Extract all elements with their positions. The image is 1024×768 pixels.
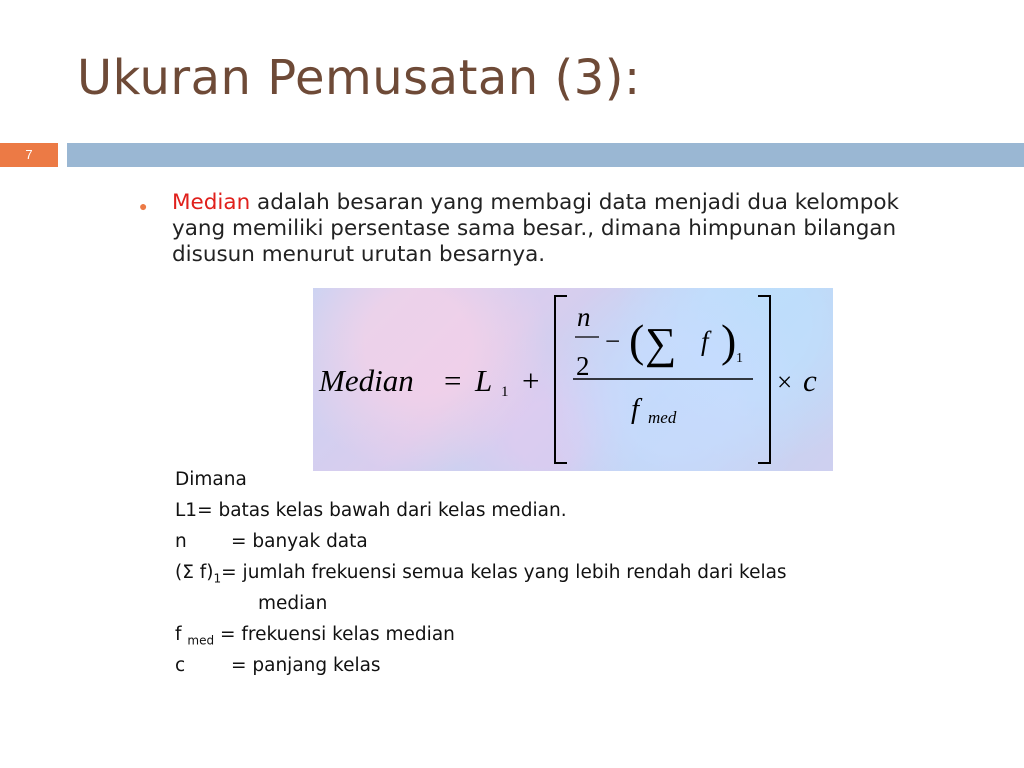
definition-n-text: = banyak data xyxy=(231,531,368,552)
formula-minus: − xyxy=(605,326,621,356)
median-formula xyxy=(313,288,833,471)
formula-fmed-sub: med xyxy=(648,408,677,427)
definition-c-label: c xyxy=(175,655,186,676)
definition-fmed-text: = frekuensi kelas median xyxy=(214,624,455,645)
bullet-dot-icon: ● xyxy=(139,198,148,214)
median-formula-box xyxy=(313,288,833,471)
median-definition: adalah besaran yang membagi data menjadi dua kelompok yang memiliki persentase sama besar., dimana himpunan bilangan disusun menurut urutan besarnya. xyxy=(172,190,899,267)
formula-paren-sub: 1 xyxy=(736,351,743,366)
formula-plus: + xyxy=(522,363,540,398)
slide-number-badge: 7 xyxy=(0,143,58,167)
slide-title: Ukuran Pemusatan (3): xyxy=(77,50,641,106)
formula-times: × xyxy=(777,367,793,397)
definition-c xyxy=(175,650,787,681)
definition-n xyxy=(175,526,787,557)
definition-fmed-sub: med xyxy=(187,633,215,648)
definition-sumf-text: = jumlah frekuensi semua kelas yang lebih rendah dari kelas xyxy=(221,562,787,583)
formula-c: c xyxy=(803,363,817,398)
bullet-paragraph xyxy=(172,190,932,268)
median-term: Median xyxy=(172,190,251,215)
definition-sumf-sub: 1 xyxy=(213,571,222,586)
formula-sigma: ∑ xyxy=(645,319,677,368)
formula-L-sub: 1 xyxy=(501,384,509,400)
formula-two: 2 xyxy=(576,351,590,381)
formula-L: L xyxy=(475,363,493,398)
definition-c-text: = panjang kelas xyxy=(231,655,381,676)
left-bracket xyxy=(555,296,567,463)
definition-fmed-label: f xyxy=(175,624,188,645)
formula-f: f xyxy=(701,326,709,356)
definition-l1: L1= batas kelas bawah dari kelas median. xyxy=(175,500,567,521)
formula-median-text: Median xyxy=(319,363,414,398)
definition-sumf-continued: median xyxy=(258,593,328,614)
formula-lparen: ( xyxy=(629,315,645,366)
title-divider-bar xyxy=(67,143,1024,167)
definition-n-label: n xyxy=(175,531,187,552)
formula-fmed-f: f xyxy=(631,393,640,425)
formula-rparen: ) xyxy=(721,315,737,366)
definition-fmed xyxy=(175,619,787,650)
formula-equals: = xyxy=(444,363,462,398)
formula-n: n xyxy=(577,302,591,332)
definition-sumf xyxy=(175,557,787,588)
definitions-heading: Dimana xyxy=(175,469,247,490)
definition-sumf-label: (Σ f) xyxy=(175,562,214,583)
right-bracket xyxy=(758,296,770,463)
definitions-list xyxy=(175,464,787,681)
